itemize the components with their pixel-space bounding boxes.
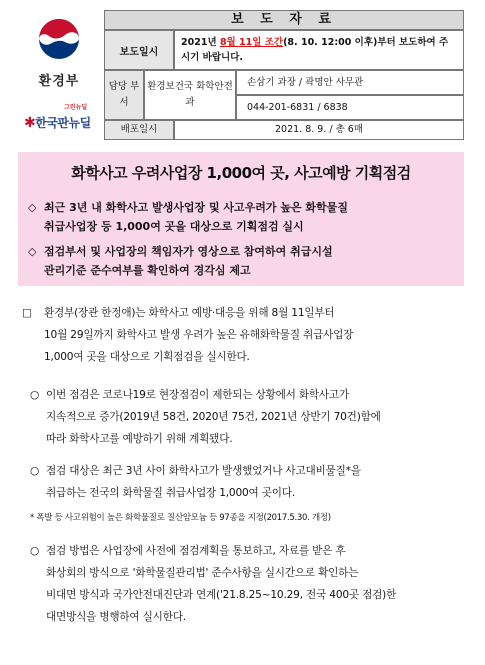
summary-point: [28, 242, 458, 280]
paragraph-line: 따라 화학사고를 예방하기 위해 계획됐다.: [46, 433, 233, 445]
dept-name: 환경보건국 화학안전과: [144, 70, 236, 120]
diamond-marker: ◇: [28, 245, 37, 258]
slogan-main: 한국판뉴딜: [35, 116, 91, 130]
footnote: * 폭발 등 사고위험이 높은 화학물질로 질산암모늄 등 97종을 지정(2017.5.30. 개정): [30, 513, 331, 523]
circle-marker: ○: [30, 545, 40, 557]
embargo-suffix: (8. 10. 12:00 이후)부터 보도하여 주시기 바랍니다.: [181, 37, 449, 63]
embargo-date: 8월 11일 조간: [219, 37, 284, 48]
summary-box: [18, 152, 464, 286]
contact-phone: 044-201-6831 / 6838: [236, 95, 464, 120]
paragraph-line: 비대면 방식과 국가안전대진단과 연계('21.8.25~10.29, 전국 400곳 점검)한: [46, 589, 397, 601]
paragraph-line: 이번 점검은 코로나19로 현장점검이 제한되는 상황에서 화학사고가: [46, 389, 349, 401]
slogan-logo: [24, 114, 91, 131]
body-item: [30, 540, 466, 628]
distribution-label: 배포일시: [104, 120, 174, 140]
paragraph-line: 화상회의 방식으로 '화학물질관리법' 준수사항을 실시간으로 확인하는: [46, 567, 359, 579]
circle-marker: ○: [30, 465, 40, 477]
embargo-label: 보도일시: [104, 30, 174, 70]
body-item: [30, 384, 466, 450]
paragraph-line: 1,000여 곳을 대상으로 기획점검을 실시한다.: [44, 351, 250, 363]
distribution-text: 2021. 8. 9. / 총 6매: [174, 120, 464, 140]
paragraph-line: 취급하는 전국의 화학물질 취급사업장 1,000여 곳이다.: [46, 487, 296, 499]
embargo-text: [174, 30, 464, 70]
diamond-marker: ◇: [28, 201, 37, 214]
summary-line: 점검부서 및 사업장의 책임자가 영상으로 참여하여 취급시설: [44, 245, 333, 258]
flag-icon: ✱: [24, 115, 36, 131]
paragraph-line: 지속적으로 증가(2019년 58건, 2020년 75건, 2021년 상반기 70건)함에: [46, 411, 381, 423]
ministry-emblem-icon: [38, 18, 80, 60]
dept-label: 담당 부서: [104, 70, 144, 120]
square-marker: □: [22, 307, 32, 319]
press-header: [18, 10, 464, 140]
slogan-small: 그린뉴딜: [64, 104, 88, 111]
contact-name: 손삼기 과장 / 곽명안 사무관: [236, 70, 464, 95]
summary-point: [28, 198, 458, 236]
org-name: 환경부: [38, 74, 80, 89]
headline: 화학사고 우려사업장 1,000여 곳, 사고예방 기획점검: [71, 164, 411, 182]
lead-paragraph: [22, 302, 466, 368]
body-item: [30, 460, 466, 504]
paragraph-line: 대면방식을 병행하여 실시한다.: [46, 611, 186, 623]
document-title: 보 도 자 료: [104, 10, 464, 30]
summary-line: 관리기준 준수여부를 확인하여 경각심 제고: [44, 264, 251, 277]
paragraph-line: 점검 대상은 최근 3년 사이 화학사고가 발생했었거나 사고대비물질*을: [46, 465, 361, 477]
paragraph-line: 환경부(장관 한정애)는 화학사고 예방·대응을 위해 8월 11일부터: [44, 307, 335, 319]
logo-area: [18, 10, 100, 140]
embargo-prefix: 2021년: [181, 37, 220, 48]
paragraph-line: 10월 29일까지 화학사고 발생 우려가 높은 유해화학물질 취급사업장: [44, 329, 354, 341]
circle-marker: ○: [30, 389, 40, 401]
summary-line: 최근 3년 내 화학사고 발생사업장 및 사고우려가 높은 화학물질: [44, 201, 348, 214]
paragraph-line: 점검 방법은 사업장에 사전에 점검계획을 통보하고, 자료를 받은 후: [46, 545, 346, 557]
summary-line: 취급사업장 등 1,000여 곳을 대상으로 기획점검 실시: [44, 220, 304, 233]
